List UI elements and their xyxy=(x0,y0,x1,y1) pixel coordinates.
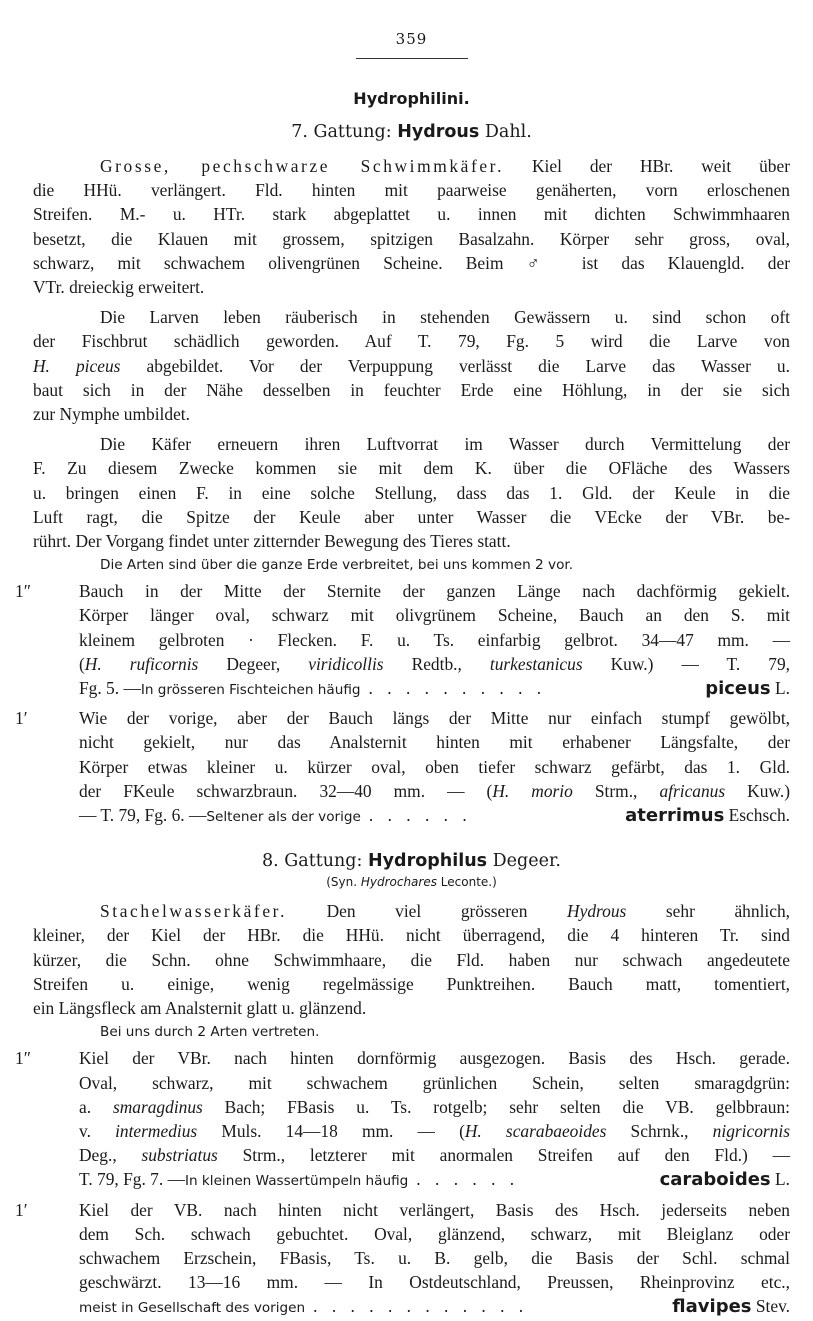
text-line: kleinem gelbroten · Flecken. F. u. Ts. einfarbig gelbrot. 34—47 mm. — xyxy=(79,629,790,650)
species-author: Eschsch. xyxy=(728,805,790,826)
key-tail: T. 79, Fg. 7. — In kleinen Wassertümpeln häufig . . . . . . caraboides L. xyxy=(79,1167,790,1193)
genus-8-synonym: (Syn. Hydrochares Leconte.) xyxy=(326,875,497,890)
text-line: kürzer, die Schn. ohne Schwimmhaare, die Fld. haben nur schwach angedeutete xyxy=(33,949,790,970)
habitat-note: meist in Gesellschaft des vorigen xyxy=(79,1300,306,1317)
species-name: flavipes xyxy=(672,1296,752,1318)
key-number: 1″ xyxy=(15,581,31,602)
text-line: Kiel der VBr. nach hinten dornförmig ausgezogen. Basis des Hsch. gerade. xyxy=(79,1048,790,1069)
genus-8-author: Degeer. xyxy=(487,851,561,872)
text-line: Die Larven leben räuberisch in stehenden Gewässern u. sind schon oft xyxy=(100,307,790,328)
dot-leader: . . . . . . xyxy=(368,805,472,826)
beetles-paragraph xyxy=(33,432,790,553)
species-name: caraboides xyxy=(659,1169,771,1191)
text-line: rührt. Der Vorgang findet unter zitternder Bewegung des Tieres statt. xyxy=(33,531,511,552)
page xyxy=(15,30,791,1321)
text-line: v. intermedius Muls. 14—18 mm. — (H. scarabaeoides Schrnk., nigricornis xyxy=(79,1120,790,1141)
species-count-note: Bei uns durch 2 Arten vertreten. xyxy=(100,1024,320,1041)
text-line: Wie der vorige, aber der Bauch längs der Mitte nur einfach stumpf gewölbt, xyxy=(79,708,790,729)
key-entry-caraboides xyxy=(15,1046,790,1193)
text-line: die HHü. verlängert. Fld. hinten mit paarweise genäherten, vorn erloschenen xyxy=(33,180,790,201)
text-line: H. piceus abgebildet. Vor der Verpuppung verlässt die Larve das Wasser u. xyxy=(33,355,790,376)
genus-7-description xyxy=(33,154,790,299)
species-author: L. xyxy=(775,1169,790,1190)
text-line: Kiel der VB. nach hinten nicht verlängert, Basis des Hsch. jederseits neben xyxy=(79,1199,790,1220)
species-author: L. xyxy=(775,678,790,699)
text-line: der FKeule schwarzbraun. 32—40 mm. — (H. morio Strm., africanus Kuw.) xyxy=(79,780,791,801)
text-line: (H. ruficornis Degeer, viridicollis Redtb., turkestanicus Kuw.) — T. 79, xyxy=(79,653,790,674)
dot-leader: . . . . . . xyxy=(416,1169,520,1190)
larvae-paragraph xyxy=(33,305,790,426)
key-tail: — T. 79, Fg. 6. — Seltener als der vorige . . . . . . aterrimus Eschsch. xyxy=(79,803,790,829)
text-line: baut sich in der Nähe desselben in feuchter Erde eine Höhlung, in der sie sich xyxy=(33,379,790,400)
species-name: aterrimus xyxy=(625,805,725,827)
spaced-term: Grosse, pechschwarze Schwimmkäfer. xyxy=(100,156,505,176)
text-line: zur Nymphe umbildet. xyxy=(33,404,190,425)
text-line: Deg., substriatus Strm., letzterer mit anormalen Streifen auf den Fld.) — xyxy=(79,1145,790,1166)
text-line: u. bringen einen F. in eine solche Stellung, dass das 1. Gld. der Keule in die xyxy=(33,482,790,503)
dot-leader: . . . . . . . . . . . . xyxy=(313,1296,529,1317)
key-entry-flavipes xyxy=(15,1198,790,1321)
genus-7-name: Hydrous xyxy=(397,122,480,142)
text-line: Stachelwasserkäfer. Den viel grösseren Hydrous sehr ähnlich, xyxy=(100,901,790,922)
habitat-note: Seltener als der vorige xyxy=(206,809,361,826)
key-number: 1″ xyxy=(15,1048,31,1069)
genus-7-prefix: 7. Gattung: xyxy=(291,122,398,142)
text-line: besetzt, die Klauen mit grossem, spitzigen Basalzahn. Körper sehr gross, oval, xyxy=(33,228,790,249)
text-line: schwachem Erzschein, FBasis, Ts. u. B. gelb, die Basis der Schl. schmal xyxy=(79,1247,790,1268)
species-count-note: Die Arten sind über die ganze Erde verbreitet, bei uns kommen 2 vor. xyxy=(100,557,574,574)
species-author: Stev. xyxy=(755,1296,790,1317)
text-line: schwarz, mit schwachem olivengrünen Scheine. Beim ♂ ist das Klauengld. der xyxy=(33,252,790,273)
text-line: der Fischbrut schädlich geworden. Auf T. 79, Fg. 5 wird die Larve von xyxy=(33,331,790,352)
text-line: VTr. dreieckig erweitert. xyxy=(33,277,205,298)
habitat-note: In grösseren Fischteichen häufig xyxy=(140,682,361,699)
key-entry-aterrimus xyxy=(15,706,791,829)
text-line: Luft ragt, die Spitze der Keule aber unter Wasser die VEcke der VBr. be- xyxy=(33,506,790,527)
text-line: Körper länger oval, schwarz mit olivgrünem Scheine, Bauch an den S. mit xyxy=(79,605,790,626)
key-entry-piceus xyxy=(15,579,790,702)
text-line: kleiner, der Kiel der HBr. die HHü. nicht überragend, die 4 hinteren Tr. sind xyxy=(33,925,790,946)
text-line: Streifen u. einige, wenig regelmässige Punktreihen. Bauch matt, tomentiert, xyxy=(33,973,790,994)
spaced-term: Stachelwasserkäfer. xyxy=(100,901,288,922)
header-rule xyxy=(356,58,468,59)
genus-7-heading xyxy=(33,122,790,142)
text-line: Streifen. M.- u. HTr. stark abgeplattet u. innen mit dichten Schwimmhaaren xyxy=(33,204,790,225)
text-line: dem Sch. schwach gebuchtet. Oval, glänzend, schwarz, mit Bleiglanz oder xyxy=(79,1223,790,1244)
genus-8-heading xyxy=(33,851,790,871)
genus-7-author: Dahl. xyxy=(479,122,532,142)
text-line: nicht gekielt, nur das Analsternit hinten mit erhabener Längsfalte, der xyxy=(79,732,790,753)
key-number: 1′ xyxy=(15,708,28,729)
key-tail: Fg. 5. — In grösseren Fischteichen häufig . . . . . . . . . . piceus L. xyxy=(79,676,790,702)
page-number: 359 xyxy=(395,30,428,48)
text-line: Bauch in der Mitte der Sternite der ganzen Länge nach dachförmig gekielt. xyxy=(79,581,790,602)
text-line: ein Längsfleck am Analsternit glatt u. glänzend. xyxy=(33,998,367,1019)
genus-8-description xyxy=(33,899,790,1020)
text-line: Grosse, pechschwarze Schwimmkäfer. Kiel der HBr. weit über xyxy=(100,156,790,176)
text-line: Die Käfer erneuern ihren Luftvorrat im Wasser durch Vermittelung der xyxy=(100,434,790,455)
key-number: 1′ xyxy=(15,1199,28,1220)
genus-8-name: Hydrophilus xyxy=(367,851,488,872)
genus-8-prefix: 8. Gattung: xyxy=(262,851,368,872)
tribe-heading: Hydrophilini. xyxy=(353,89,470,108)
text-line: geschwärzt. 13—16 mm. — In Ostdeutschland, Preussen, Rheinprovinz etc., xyxy=(79,1272,790,1293)
species-name: piceus xyxy=(705,678,771,700)
italic-species: H. piceus xyxy=(33,355,121,376)
habitat-note: In kleinen Wassertümpeln häufig xyxy=(184,1173,409,1190)
dot-leader: . . . . . . . . . . xyxy=(368,678,547,699)
text-line: Körper etwas kleiner u. kürzer oval, oben tiefer schwarz gefärbt, das 1. Gld. xyxy=(79,756,790,777)
text-line: Oval, schwarz, mit schwachem grünlichen Schein, selten smaragdgrün: xyxy=(79,1072,790,1093)
text-line: a. smaragdinus Bach; FBasis u. Ts. rotgelb; sehr selten die VB. gelbbraun: xyxy=(79,1096,790,1117)
key-tail xyxy=(79,1294,790,1320)
text-line: F. Zu diesem Zwecke kommen sie mit dem K. über die OFläche des Wassers xyxy=(33,458,790,479)
